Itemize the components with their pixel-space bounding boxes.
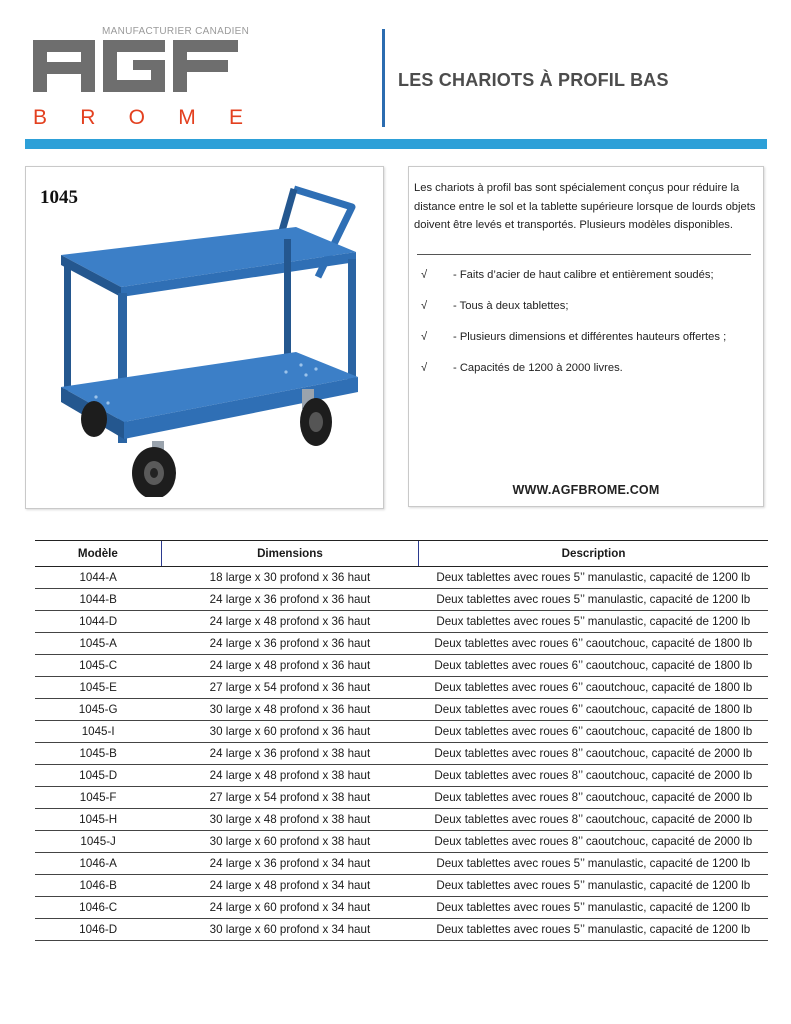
cell-model: 1044-B: [35, 589, 161, 611]
table-row: [35, 897, 768, 919]
table-row: [35, 611, 768, 633]
cell-description: Deux tablettes avec roues 8’’ caoutchouc, capacité de 2000 lb: [419, 809, 768, 831]
cell-description: Deux tablettes avec roues 8’’ caoutchouc, capacité de 2000 lb: [419, 831, 768, 853]
spec-table-body: [35, 567, 768, 941]
cell-description: Deux tablettes avec roues 5’’ manulastic, capacité de 1200 lb: [419, 567, 768, 589]
page-title: LES CHARIOTS À PROFIL BAS: [398, 70, 669, 90]
cell-model: 1045-I: [35, 721, 161, 743]
cell-model: 1044-D: [35, 611, 161, 633]
table-row: [35, 875, 768, 897]
feature-text: - Plusieurs dimensions et différentes hauteurs offertes ;: [453, 331, 727, 343]
feature-text: - Faits d’acier de haut calibre et entièrement soudés;: [453, 269, 714, 281]
cell-model: 1046-A: [35, 853, 161, 875]
table-row: [35, 809, 768, 831]
product-image-panel: [25, 166, 384, 509]
cell-description: Deux tablettes avec roues 6’’ caoutchouc, capacité de 1800 lb: [419, 633, 768, 655]
brome-letter: B: [33, 106, 48, 129]
spec-table: [35, 540, 768, 941]
table-row: [35, 567, 768, 589]
cell-dimensions: 24 large x 48 profond x 36 haut: [161, 655, 418, 677]
table-row: [35, 633, 768, 655]
cell-dimensions: 30 large x 60 profond x 38 haut: [161, 831, 418, 853]
cell-description: Deux tablettes avec roues 8’’ caoutchouc, capacité de 2000 lb: [419, 743, 768, 765]
cart-image: [56, 177, 366, 497]
cell-description: Deux tablettes avec roues 6’’ caoutchouc, capacité de 1800 lb: [419, 699, 768, 721]
cell-dimensions: 30 large x 48 profond x 38 haut: [161, 809, 418, 831]
cell-dimensions: 24 large x 48 profond x 36 haut: [161, 611, 418, 633]
cell-model: 1045-G: [35, 699, 161, 721]
column-header-model: Modèle: [35, 541, 161, 567]
cell-description: Deux tablettes avec roues 5’’ manulastic, capacité de 1200 lb: [419, 897, 768, 919]
cell-model: 1045-F: [35, 787, 161, 809]
cell-dimensions: 24 large x 36 profond x 36 haut: [161, 633, 418, 655]
table-row: [35, 743, 768, 765]
logo-tagline: MANUFACTURIER CANADIEN: [102, 26, 250, 37]
table-row: [35, 721, 768, 743]
cell-description: Deux tablettes avec roues 5’’ manulastic, capacité de 1200 lb: [419, 853, 768, 875]
cell-description: Deux tablettes avec roues 5’’ manulastic, capacité de 1200 lb: [419, 589, 768, 611]
cell-description: Deux tablettes avec roues 6’’ caoutchouc, capacité de 1800 lb: [419, 677, 768, 699]
cell-description: Deux tablettes avec roues 5’’ manulastic, capacité de 1200 lb: [419, 919, 768, 941]
table-row: [35, 655, 768, 677]
agf-logo: [33, 40, 238, 92]
table-row: [35, 831, 768, 853]
website-link[interactable]: WWW.AGFBROME.COM: [512, 483, 660, 497]
cell-description: Deux tablettes avec roues 5’’ manulastic, capacité de 1200 lb: [419, 611, 768, 633]
header-divider: [382, 29, 385, 127]
cell-dimensions: 24 large x 36 profond x 34 haut: [161, 853, 418, 875]
check-icon: √: [421, 362, 428, 374]
table-header-row: [35, 541, 768, 567]
cell-description: Deux tablettes avec roues 5’’ manulastic, capacité de 1200 lb: [419, 875, 768, 897]
cell-model: 1045-E: [35, 677, 161, 699]
feature-text: - Capacités de 1200 à 2000 livres.: [453, 362, 623, 374]
check-icon: √: [421, 300, 428, 312]
cell-dimensions: 24 large x 60 profond x 34 haut: [161, 897, 418, 919]
cell-model: 1044-A: [35, 567, 161, 589]
cell-dimensions: 30 large x 60 profond x 34 haut: [161, 919, 418, 941]
table-row: [35, 677, 768, 699]
table-row: [35, 589, 768, 611]
header-band: [25, 139, 767, 149]
feature-item: [421, 300, 568, 312]
cell-model: 1045-H: [35, 809, 161, 831]
cell-model: 1046-D: [35, 919, 161, 941]
feature-item: [421, 331, 726, 343]
brome-letter: R: [80, 106, 96, 129]
cell-model: 1045-A: [35, 633, 161, 655]
description-divider: [417, 254, 751, 255]
cell-dimensions: 24 large x 36 profond x 38 haut: [161, 743, 418, 765]
cell-dimensions: 18 large x 30 profond x 36 haut: [161, 567, 418, 589]
cell-dimensions: 30 large x 48 profond x 36 haut: [161, 699, 418, 721]
table-row: [35, 765, 768, 787]
table-row: [35, 699, 768, 721]
cell-model: 1046-B: [35, 875, 161, 897]
cell-dimensions: 30 large x 60 profond x 36 haut: [161, 721, 418, 743]
brome-letter: E: [228, 106, 243, 129]
cell-model: 1045-J: [35, 831, 161, 853]
logo-brome: [33, 106, 243, 130]
check-icon: √: [421, 331, 428, 343]
table-row: [35, 919, 768, 941]
column-header-description: Description: [419, 541, 768, 567]
column-header-dimensions: Dimensions: [161, 541, 418, 567]
cell-description: Deux tablettes avec roues 6’’ caoutchouc, capacité de 1800 lb: [419, 721, 768, 743]
cell-dimensions: 27 large x 54 profond x 36 haut: [161, 677, 418, 699]
cell-dimensions: 27 large x 54 profond x 38 haut: [161, 787, 418, 809]
cell-dimensions: 24 large x 48 profond x 38 haut: [161, 765, 418, 787]
cell-model: 1045-B: [35, 743, 161, 765]
cell-dimensions: 24 large x 48 profond x 34 haut: [161, 875, 418, 897]
model-number: 1045: [40, 187, 78, 208]
description-intro: Les chariots à profil bas sont spécialement conçus pour réduire la distance entre le sol et la tablette supérieure lorsque de lourds objets doivent être levés et transportés. Plusieurs modèles disponibles.: [414, 182, 756, 231]
brome-letter: O: [128, 106, 145, 129]
cell-model: 1045-D: [35, 765, 161, 787]
feature-item: [421, 269, 714, 281]
feature-item: [421, 362, 623, 374]
table-row: [35, 787, 768, 809]
check-icon: √: [421, 269, 428, 281]
description-panel: [408, 166, 764, 507]
cell-description: Deux tablettes avec roues 8’’ caoutchouc, capacité de 2000 lb: [419, 765, 768, 787]
cell-description: Deux tablettes avec roues 6’’ caoutchouc, capacité de 1800 lb: [419, 655, 768, 677]
cell-model: 1045-C: [35, 655, 161, 677]
cell-model: 1046-C: [35, 897, 161, 919]
cell-dimensions: 24 large x 36 profond x 36 haut: [161, 589, 418, 611]
table-row: [35, 853, 768, 875]
brome-letter: M: [178, 106, 196, 129]
feature-text: - Tous à deux tablettes;: [453, 300, 569, 312]
cell-description: Deux tablettes avec roues 8’’ caoutchouc, capacité de 2000 lb: [419, 787, 768, 809]
